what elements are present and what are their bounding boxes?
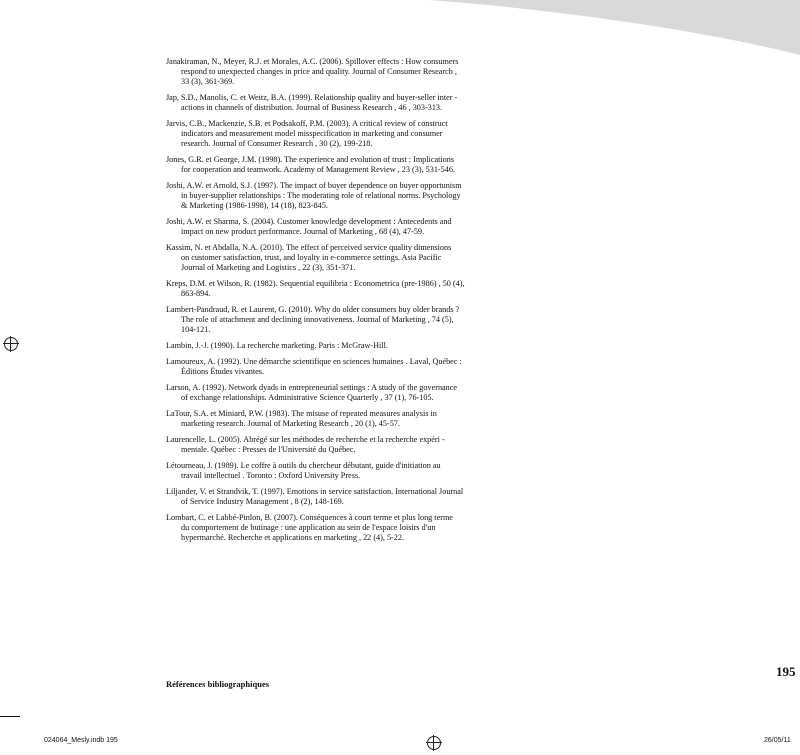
- reference-line: in buyer-supplier relationships : The moderating role of relational norms. Psychology: [181, 191, 461, 200]
- running-title: Références bibliographiques: [166, 679, 270, 689]
- reference-entry: [166, 119, 609, 149]
- reference-line: LaTour, S.A. et Miniard, P.W. (1983). The misuse of repeated measures analysis in: [166, 409, 437, 418]
- reference-line: Lamoureux, A. (1992). Une démarche scientifique en sciences humaines . Laval, Québec :: [166, 357, 462, 366]
- reference-entry: [166, 93, 609, 113]
- footer-file-info: 024064_Mesly.indb 195: [44, 737, 118, 744]
- reference-line: of exchange relationships. Administrative Science Quarterly , 37 (1), 76-105.: [181, 393, 434, 402]
- reference-line: Larson, A. (1992). Network dyads in entrepreneurial settings : A study of the governance: [166, 383, 458, 392]
- reference-line: marketing research. Journal of Marketing Research , 20 (1), 45-57.: [181, 419, 400, 428]
- reference-line: Janakiraman, N., Meyer, R.J. et Morales, A.C. (2006). Spillover effects : How consumers: [166, 57, 459, 66]
- reference-entry: [166, 513, 609, 543]
- reference-line: Lambin, J.-J. (1990). La recherche marketing. Paris : McGraw-Hill.: [166, 341, 388, 350]
- reference-entry: [166, 435, 609, 455]
- reference-entry: [166, 487, 609, 507]
- reference-line: 863-894.: [181, 289, 211, 298]
- reference-line: The role of attachment and declining innovativeness. Journal of Marketing , 74 (5),: [181, 315, 454, 324]
- registration-mark-icon: [427, 736, 441, 750]
- reference-line: Jap, S.D., Manolis, C. et Weitz, B.A. (1999). Relationship quality and buyer-seller inter -: [166, 93, 458, 102]
- reference-line: Journal of Marketing and Logistics , 22 (3), 351-371.: [181, 263, 356, 272]
- reference-entry: [166, 409, 609, 429]
- reference-line: du comportement de butinage : une application au sein de l'espace loisirs d'un: [181, 523, 436, 532]
- reference-line: 33 (3), 361-369.: [181, 77, 235, 86]
- reference-line: Lambert-Pandraud, R. et Laurent, G. (2010). Why do older consumers buy older brands ?: [166, 305, 460, 314]
- reference-line: respond to unexpected changes in price and quality. Journal of Consumer Research ,: [181, 67, 457, 76]
- reference-line: Kassim, N. et Abdalla, N.A. (2010). The effect of perceived service quality dimensions: [166, 243, 452, 252]
- reference-entry: [166, 357, 609, 377]
- reference-line: Laurencelle, L. (2005). Abrégé sur les méthodes de recherche et la recherche expéri -: [166, 435, 445, 444]
- reference-line: Lombart, C. et Labbé-Pinlon, B. (2007). Conséquences à court terme et plus long terme: [166, 513, 453, 522]
- reference-line: impact on new product performance. Journal of Marketing , 68 (4), 47-59.: [181, 227, 425, 236]
- reference-line: 104-121.: [181, 325, 211, 334]
- reference-line: of Service Industry Management , 8 (2), 148-169.: [181, 497, 344, 506]
- page-number: 195: [776, 664, 796, 679]
- reference-entry: [166, 243, 609, 273]
- reference-line: Jones, G.R. et George, J.M. (1998). The experience and evolution of trust : Implications: [166, 155, 455, 164]
- reference-line: Éditions Études vivantes.: [181, 367, 265, 376]
- reference-line: actions in channels of distribution. Journal of Business Research , 46 , 303-313.: [181, 103, 443, 112]
- registration-mark-icon: [4, 337, 18, 351]
- reference-line: mentale. Québec : Presses de l'Université du Québec.: [181, 445, 356, 454]
- reference-entry: [166, 155, 609, 175]
- reference-line: Joshi, A.W. et Sharma, S. (2004). Customer knowledge development : Antecedents and: [166, 217, 452, 226]
- crop-mark: [0, 716, 20, 717]
- reference-entry: [166, 279, 609, 299]
- reference-line: Létourneau, J. (1989). Le coffre à outils du chercheur débutant, guide d'initiation au: [166, 461, 441, 470]
- reference-line: hypermarché. Recherche et applications en marketing , 22 (4), 5-22.: [181, 533, 405, 542]
- reference-line: Liljander, V. et Strandvik, T. (1997). Emotions in service satisfaction. International Journal: [166, 487, 464, 496]
- reference-entry: [166, 383, 609, 403]
- reference-entry: [166, 181, 609, 211]
- reference-entry: [166, 461, 609, 481]
- reference-entry: [166, 341, 609, 351]
- reference-list: [166, 57, 609, 549]
- reference-line: indicators and measurement model misspecification in marketing and consumer: [181, 129, 443, 138]
- footer-date: 26/05/11: [764, 737, 791, 744]
- reference-entry: [166, 217, 609, 237]
- reference-line: Joshi, A.W. et Arnold, S.J. (1997). The impact of buyer dependence on buyer opportunism: [166, 181, 462, 190]
- reference-line: Kreps, D.M. et Wilson, R. (1982). Sequential equilibria : Econometrica (pre-1986) , 50 (4),: [166, 279, 465, 288]
- reference-entry: [166, 57, 609, 87]
- reference-entry: [166, 305, 609, 335]
- reference-line: & Marketing (1986-1998), 14 (18), 823-845.: [181, 201, 328, 210]
- reference-line: for cooperation and teamwork. Academy of Management Review , 23 (3), 531-546.: [181, 165, 455, 174]
- reference-line: on customer satisfaction, trust, and loyalty in e-commerce settings. Asia Pacific: [181, 253, 442, 262]
- reference-line: research. Journal of Consumer Research , 30 (2), 199-218.: [181, 139, 373, 148]
- reference-line: Jarvis, C.B., Mackenzie, S.B. et Podsakoff, P.M. (2003). A critical review of construct: [166, 119, 448, 128]
- reference-line: travail intellectuel . Toronto : Oxford University Press.: [181, 471, 361, 480]
